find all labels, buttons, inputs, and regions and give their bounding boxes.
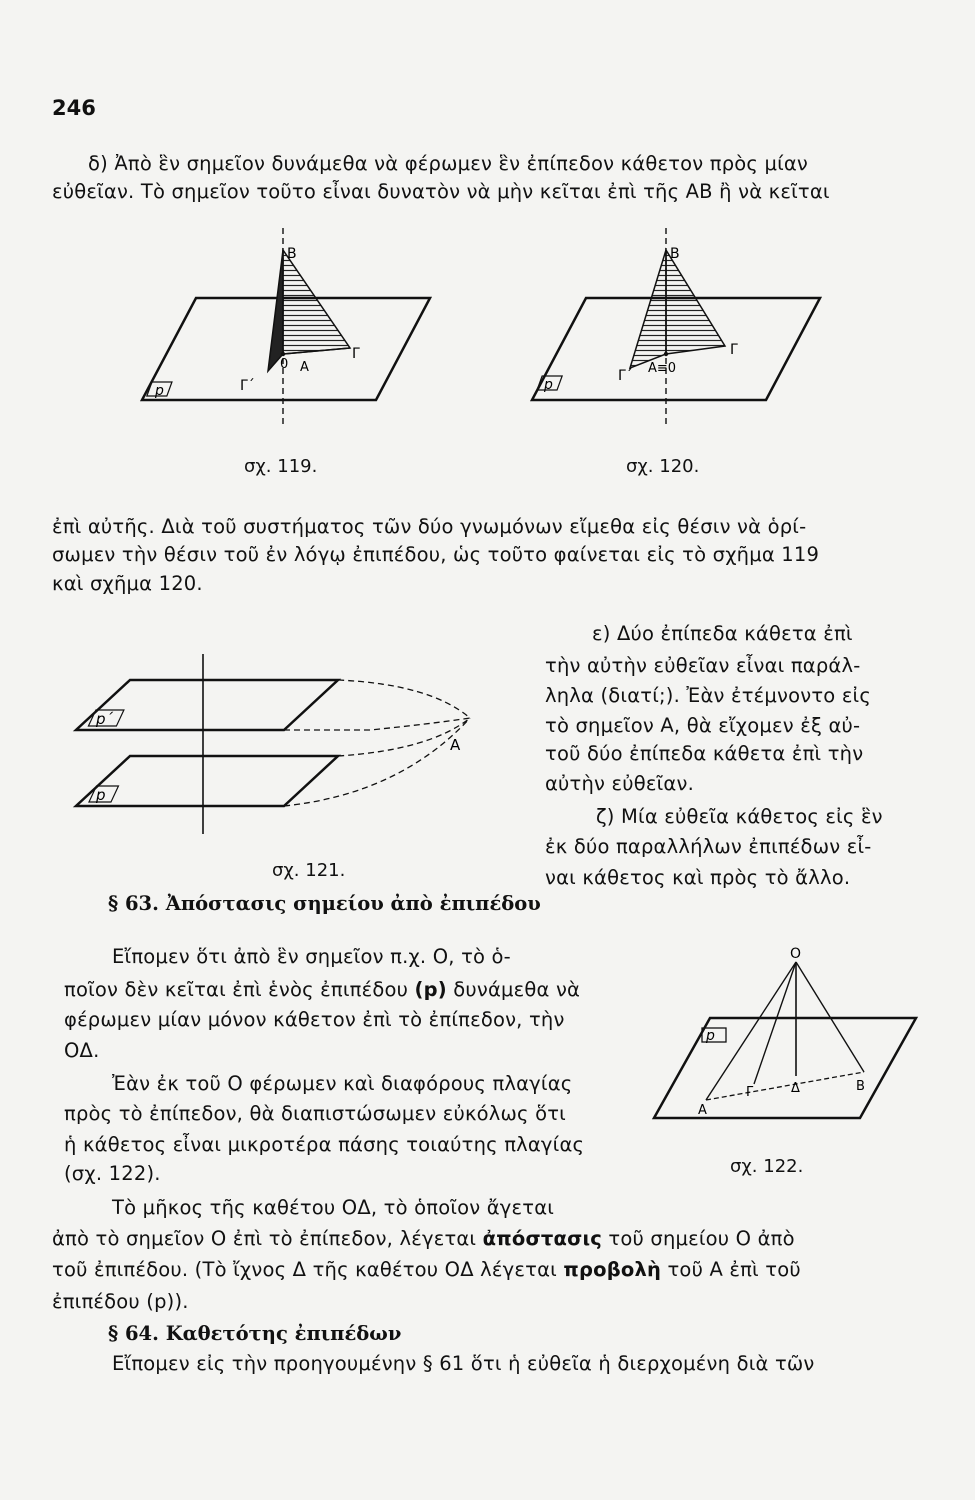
label-D-122: Δ — [791, 1081, 800, 1096]
label-O-119: 0 — [280, 357, 289, 372]
para-e-line6: αὐτὴν εὐθεῖαν. — [545, 772, 694, 795]
triangle-BAG-120 — [666, 250, 725, 354]
section-63-heading: § 63. Ἀπόστασις σημείου ἀπὸ ἐπιπέδου — [108, 892, 541, 915]
para-e-line1: ε) Δύο ἐπίπεδα κάθετα ἐπὶ — [592, 622, 853, 645]
figure-122 — [650, 948, 920, 1128]
para-e-line3: ληλα (διατί;). Ἐὰν ἐτέμνοντο εἰς — [545, 684, 871, 707]
para-e-line4: τὸ σημεῖον Α, θὰ εἴχομεν ἐξ αὐ- — [545, 714, 861, 737]
caption-fig120: σχ. 120. — [626, 456, 700, 477]
triangle-BAG2-120 — [630, 250, 666, 368]
s63-p3-line4: ἐπιπέδου (p)). — [52, 1290, 189, 1313]
plane-p1-121 — [76, 680, 338, 730]
para-e-line2: τὴν αὐτὴν εὐθεῖαν εἶναι παράλ- — [545, 654, 861, 677]
figure-119 — [140, 228, 440, 428]
label-p-119: p — [155, 383, 164, 399]
para-d-line5: καὶ σχῆμα 120. — [52, 572, 203, 595]
triangle-BOG2-119 — [268, 250, 283, 371]
label-O-122: Ο — [790, 946, 802, 962]
plane-p-121 — [76, 756, 338, 806]
s63-p1-line3: φέρωμεν μίαν μόνον κάθετον ἐπὶ τὸ ἐπίπεδον, τὴν — [64, 1008, 565, 1031]
s63-p1-line2: ποῖον δὲν κεῖται ἐπὶ ἑνὸς ἐπιπέδου (p) δυνάμεθα νὰ — [64, 978, 581, 1001]
label-p-122: p — [706, 1028, 715, 1044]
para-d-line2: εὐθεῖαν. Τὸ σημεῖον τοῦτο εἶναι δυνατὸν νὰ μὴν κεῖται ἐπὶ τῆς ΑΒ ἢ νὰ κεῖται — [52, 180, 830, 203]
label-G-119: Γ — [352, 346, 360, 362]
caption-fig119: σχ. 119. — [244, 456, 318, 477]
label-G-120: Γ — [730, 342, 738, 358]
para-e-line5: τοῦ δύο ἐπίπεδα κάθετα ἐπὶ τὴν — [545, 742, 864, 765]
label-A-122: Α — [698, 1103, 707, 1118]
para-d-line3: ἐπὶ αὐτῆς. Διὰ τοῦ συστήματος τῶν δύο γνωμόνων εἴμεθα εἰς θέσιν νὰ ὁρί- — [52, 515, 807, 538]
s64-p1-line1: Εἴπομεν εἰς τὴν προηγουμένην § 61 ὅτι ἡ εὐθεῖα ἡ διερχομένη διὰ τῶν — [112, 1352, 815, 1375]
s63-p2-line3: ἡ κάθετος εἶναι μικροτέρα πάσης τοιαύτης πλαγίας — [64, 1133, 585, 1156]
plane-p-122 — [654, 1018, 916, 1118]
para-z-line3: ναι κάθετος καὶ πρὸς τὸ ἄλλο. — [545, 866, 851, 889]
para-z-line2: ἐκ δύο παραλλήλων ἐπιπέδων εἶ- — [545, 835, 872, 858]
caption-fig122: σχ. 122. — [730, 1156, 804, 1177]
para-z-line1: ζ) Μία εὐθεῖα κάθετος εἰς ἓν — [596, 805, 883, 828]
label-A-121: Α — [450, 736, 461, 754]
figure-120 — [530, 228, 830, 428]
label-p-120: p — [544, 377, 553, 393]
page-number: 246 — [52, 96, 96, 120]
s63-p3-line3: τοῦ ἐπιπέδου. (Τὸ ἴχνος Δ τῆς καθέτου ΟΔ λέγεται προβολὴ τοῦ Α ἐπὶ τοῦ — [52, 1258, 801, 1281]
section-64-heading: § 64. Καθετότης ἐπιπέδων — [108, 1322, 402, 1345]
figure-121 — [70, 654, 490, 844]
para-d-line4: σωμεν τὴν θέσιν τοῦ ἐν λόγῳ ἐπιπέδου, ὡς τοῦτο φαίνεται εἰς τὸ σχῆμα 119 — [52, 543, 820, 566]
s63-p2-line2: πρὸς τὸ ἐπίπεδον, θὰ διαπιστώσωμεν εὐκόλως ὅτι — [64, 1102, 566, 1125]
caption-fig121: σχ. 121. — [272, 860, 346, 881]
label-G-122: Γ — [746, 1085, 754, 1100]
s63-p2-line4: (σχ. 122). — [64, 1162, 161, 1185]
s63-p2-line1: Ἐὰν ἐκ τοῦ Ο φέρωμεν καὶ διαφόρους πλαγίας — [112, 1072, 573, 1095]
s63-p1-line1: Εἴπομεν ὅτι ἀπὸ ἓν σημεῖον π.χ. Ο, τὸ ὁ- — [112, 945, 511, 968]
para-d-line1: δ) Ἀπὸ ἓν σημεῖον δυνάμεθα νὰ φέρωμεν ἓν ἐπίπεδον κάθετον πρὸς μίαν — [88, 152, 809, 175]
triangle-BOG-119 — [283, 250, 350, 354]
label-A-119: Α — [300, 360, 309, 375]
s63-p3-line1: Τὸ μῆκος τῆς καθέτου ΟΔ, τὸ ὁποῖον ἄγεται — [112, 1196, 555, 1219]
label-G2-119: Γ΄ — [240, 378, 255, 394]
label-AO-120: Α≡0 — [648, 361, 677, 376]
label-B-120: Β — [670, 246, 680, 262]
label-G2-120: Γ΄ — [618, 368, 633, 384]
label-p1-121: p΄ — [96, 710, 114, 728]
oblique-OA-122 — [706, 962, 796, 1100]
label-p-121: p — [96, 786, 106, 804]
label-B-119: Β — [287, 246, 297, 262]
label-B-122: Β — [856, 1079, 865, 1094]
s63-p1-line4: ΟΔ. — [64, 1039, 100, 1062]
s63-p3-line2: ἀπὸ τὸ σημεῖον Ο ἐπὶ τὸ ἐπίπεδον, λέγεται ἀπόστασις τοῦ σημείου Ο ἀπὸ — [52, 1227, 795, 1250]
oblique-OG-122 — [754, 962, 796, 1084]
